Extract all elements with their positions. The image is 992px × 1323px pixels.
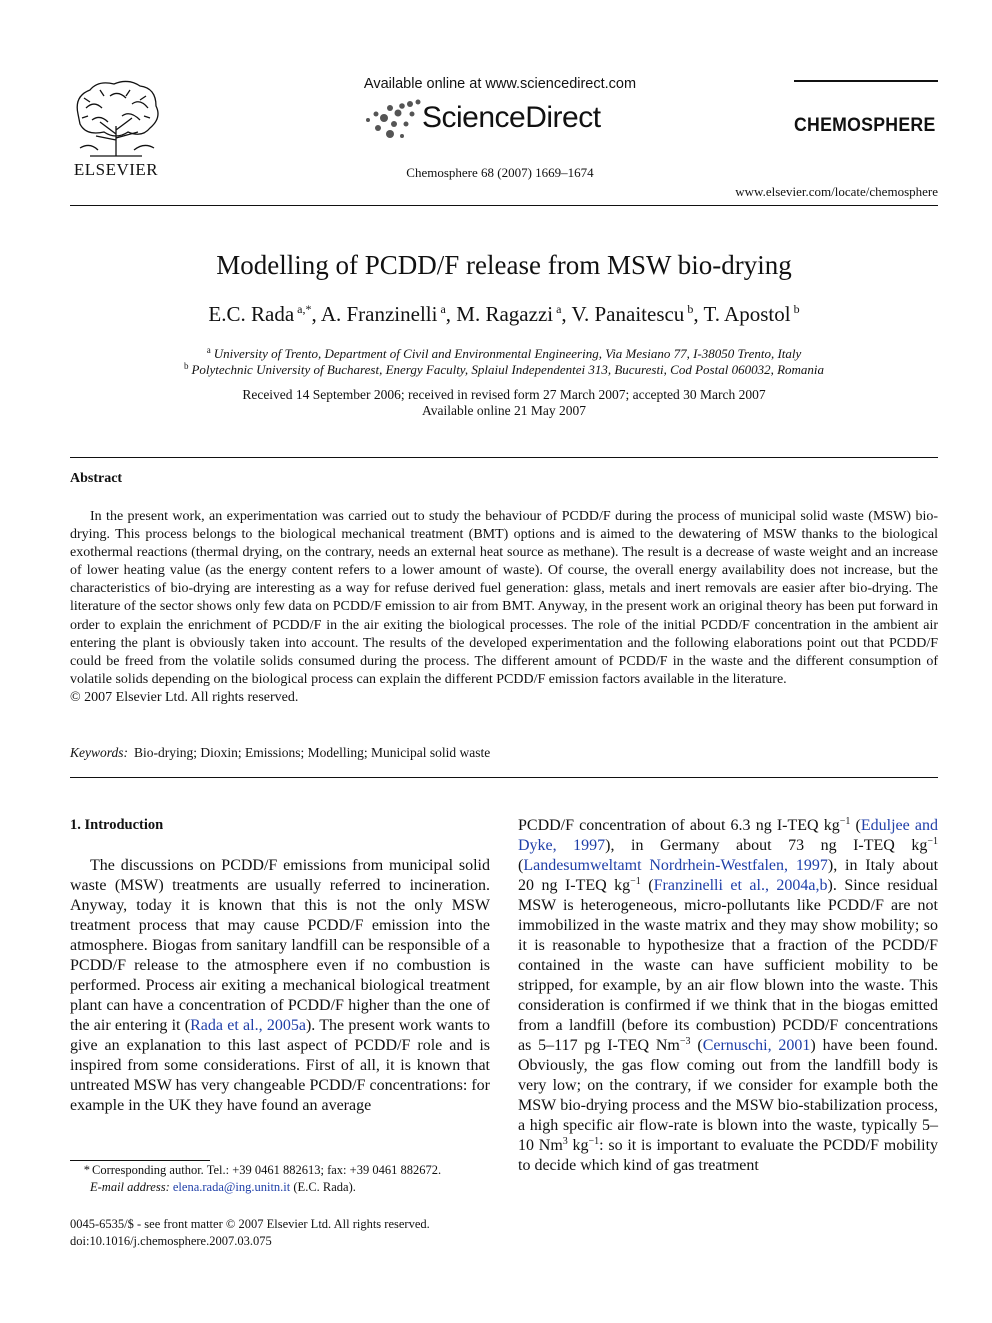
- journal-title: CHEMOSPHERE: [794, 115, 936, 136]
- affiliation-a: [70, 345, 938, 362]
- email-suffix: (E.C. Rada).: [290, 1180, 356, 1194]
- author-name: A. Franzinelli: [320, 302, 438, 326]
- citation-link[interactable]: Rada et al., 2005a: [190, 1017, 306, 1034]
- body-text-run: The discussions on PCDD/F emissions from municipal solid waste (MSW) treatments are usually referred to incineration. Anyway, today it is known that this is not the only MSW treatment process that may cause PCDD/F emission into the atmosphere. Biogas from sanitary landfill can be responsible of a PCDD/F release to the atmosphere even if no combustion is performed. Process air exiting a mechanical biological treatment plant can have a concentration of PCDD/F higher than the one of the air entering it (: [70, 857, 490, 1034]
- article-title: Modelling of PCDD/F release from MSW bio-drying: [216, 250, 792, 280]
- issn-line: 0045-6535/$ - see front matter © 2007 Elsevier Ltd. All rights reserved.: [70, 1217, 430, 1231]
- author-affiliation-marker: a: [437, 302, 446, 316]
- journal-reference: Chemosphere 68 (2007) 1669–1674: [406, 165, 594, 180]
- unit-exponent: −1: [927, 836, 939, 847]
- abstract-bottom-rule: [70, 777, 938, 778]
- author-separator: ,: [445, 302, 457, 326]
- sciencedirect-wordmark: ScienceDirect: [422, 101, 601, 134]
- unit-exponent: −3: [679, 1036, 691, 1047]
- journal-title-rule: [794, 80, 938, 82]
- body-text-run: kg: [567, 1137, 589, 1154]
- citation-link[interactable]: Eduljee and Dyke, 1997: [518, 817, 939, 854]
- issn-block: [70, 1216, 500, 1250]
- abstract-text: In the present work, an experimentation was carried out to study the behaviour of PCDD/F during the process of municipal solid waste (MSW) bio-drying. This process belongs to the biological mechanical treatment (BMT) options and is aimed to the dewatering of MSW thanks to the biological exothermal reactions (thermal drying, on the contrary, needs an external heat source as methane). The result is a decrease of waste weight and an increase of lower heating value (as the energy content refers to a lower amount of waste). Of course, the overall energy availability does not increase, but the characteristics of bio-drying are interesting as a way for refuse derived fuel generation: glass, metals and inert removals are easier after bio-drying. The literature of the sector shows only few data on PCDD/F emission to air from BMT. Anyway, in the present work an original theory has been put forward in order to explain the enrichment of PCDD/F in the air exiting the biological processes. The role of the initial PCDD/F concentration in the ambient air entering the plant is obviously taken into account. The results of the developed experimentation and the following elaborations point out that PCDD/F could be freed from the volatile solids consumed during the process. The different amount of PCDD/F in the waste and the different consumption of volatile solids depending on the biological process can explain the different PCDD/F emission factors available in the literature.: [70, 509, 938, 687]
- body-text-run: PCDD/F concentration of about 6.3 ng I-TEQ kg: [518, 817, 840, 834]
- citation-link[interactable]: Franzinelli et al., 2004a,b: [653, 877, 828, 894]
- received-dates: Received 14 September 2006; received in revised form 27 March 2007; accepted 30 March 2007: [242, 387, 766, 402]
- affiliation-a-marker: a: [206, 345, 211, 355]
- author-separator: ,: [561, 302, 572, 326]
- abstract-body: [70, 508, 938, 707]
- author-separator: ,: [693, 302, 704, 326]
- keywords: [70, 745, 938, 761]
- body-text-run: ). The present work wants to give an explanation to this last aspect of PCDD/F role and is inspired from some considerations. First of all, it is known that untreated MSW has very changeable PCDD/F concentrations: for example in the UK they have found an average: [70, 1017, 490, 1114]
- author-affiliation-marker: b: [790, 302, 800, 316]
- abstract-heading: Abstract: [70, 471, 123, 486]
- keywords-label: Keywords:: [70, 745, 128, 760]
- unit-exponent: −1: [588, 1136, 600, 1147]
- elsevier-tree-icon: [70, 78, 162, 158]
- available-online-date: Available online 21 May 2007: [422, 403, 586, 418]
- body-text-run: (: [690, 1037, 703, 1054]
- affiliation-b: [70, 361, 938, 378]
- author-affiliation-marker: a,*: [294, 302, 312, 316]
- abstract-top-rule: [70, 457, 938, 458]
- citation-link[interactable]: Landesumweltamt Nordrhein-Westfalen, 1997: [523, 857, 828, 874]
- footnote-contact: Corresponding author. Tel.: +39 0461 882613; fax: +39 0461 882672.: [92, 1163, 442, 1177]
- left-column-text: [70, 856, 490, 1116]
- section-heading-introduction: 1. Introduction: [70, 817, 164, 833]
- sciencedirect-logo: [362, 98, 602, 144]
- body-text-run: (: [640, 877, 654, 894]
- author-name: T. Apostol: [703, 302, 791, 326]
- author-name: E.C. Rada: [208, 302, 295, 326]
- affiliation-b-marker: b: [183, 361, 189, 371]
- citation-link[interactable]: Cernuschi, 2001: [702, 1037, 811, 1054]
- body-text-run: ). Since residual MSW is heterogeneous, micro-pollutants like PCDD/F are not immobilized in the waste matrix and they may show mobility; so it is reasonable to hypothesize that a fraction of the PCDD/F contained in the waste can have sufficient mobility to be stripped, for example, by an air flow blown into the waste. This consideration is confirmed if we think that in the biogas emitted from a landfill (before its combustion) PCDD/F concentrations as 5–117 pg I-TEQ Nm: [518, 877, 938, 1054]
- author-name: M. Ragazzi: [456, 302, 554, 326]
- body-text-run: : so it is important to evaluate the PCDD/F mobility to decide which kind of gas treatment: [518, 1137, 939, 1174]
- journal-url-link[interactable]: www.elsevier.com/locate/chemosphere: [735, 184, 938, 199]
- body-text-run: (: [518, 857, 524, 874]
- right-column-text: [518, 816, 938, 1176]
- abstract-copyright: © 2007 Elsevier Ltd. All rights reserved.: [70, 689, 299, 705]
- body-text-run: ), in Italy about 20 ng I-TEQ kg: [518, 857, 939, 894]
- unit-exponent: −1: [630, 876, 641, 887]
- email-label: E-mail address:: [90, 1180, 170, 1194]
- corresponding-author-footnote: [70, 1162, 490, 1196]
- header-rule: [70, 205, 938, 206]
- unit-exponent: −1: [839, 816, 851, 827]
- available-online-text: Available online at www.sciencedirect.com: [363, 76, 637, 92]
- unit-exponent: 3: [562, 1136, 568, 1147]
- sciencedirect-dots-icon: [362, 98, 424, 142]
- doi-line: doi:10.1016/j.chemosphere.2007.03.075: [70, 1234, 272, 1248]
- body-text-run: (: [850, 817, 861, 834]
- author-list: [70, 302, 938, 327]
- footnote-marker: *: [83, 1163, 90, 1177]
- elsevier-logo: [68, 78, 164, 182]
- body-text-run: ) have been found. Obviously, the gas flow coming out from the landfill body is very low; on the contrary, if we consider for example both the MSW bio-drying process and the MSW bio-stabilization process, a high specific air flow-rate is blown into the waste, typically 5–10 Nm: [518, 1037, 938, 1154]
- author-separator: ,: [311, 302, 321, 326]
- affiliation-b-text: Polytechnic University of Bucharest, Energy Faculty, Splaiul Independentei 313, Bucuresti, Cod Postal 060032, Romania: [191, 362, 825, 377]
- elsevier-wordmark: ELSEVIER: [73, 160, 159, 179]
- author-affiliation-marker: b: [684, 302, 694, 316]
- footnote-rule: [70, 1160, 210, 1161]
- body-text-run: ), in Germany about 73 ng I-TEQ kg: [605, 837, 928, 854]
- email-link[interactable]: elena.rada@ing.unitn.it: [172, 1180, 291, 1194]
- keywords-list: Bio-drying; Dioxin; Emissions; Modelling; Municipal solid waste: [134, 745, 491, 760]
- author-name: V. Panaitescu: [571, 302, 685, 326]
- author-affiliation-marker: a: [553, 302, 562, 316]
- affiliation-a-text: University of Trento, Department of Civil and Environmental Engineering, Via Mesiano 77, I-38050 Trento, Italy: [213, 346, 802, 361]
